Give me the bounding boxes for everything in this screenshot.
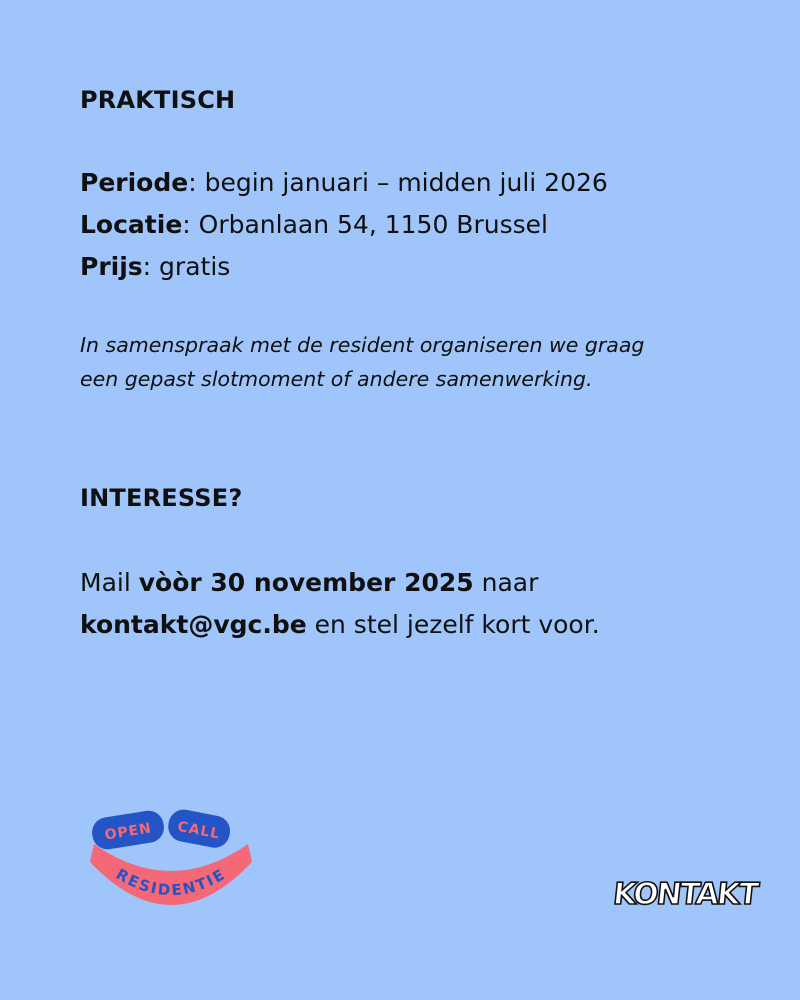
kontakt-logo (611, 868, 759, 918)
info-row-location (80, 204, 760, 246)
contact-text (80, 562, 780, 646)
interest-heading: INTERESSE? (80, 484, 243, 512)
kontakt-logo-text: KONTAKT (611, 877, 759, 912)
location-value: Orbanlaan 54, 1150 Brussel (198, 210, 548, 239)
badge-residentie-textpath: RESIDENTIE (112, 864, 230, 900)
deadline-text: vòòr 30 november 2025 (138, 568, 474, 597)
practical-heading: PRAKTISCH (80, 86, 236, 114)
email-link[interactable]: kontakt@vgc.be (80, 610, 307, 639)
badge-open-pill (90, 809, 166, 852)
practical-info-list (80, 162, 760, 288)
note-line-2: een gepast slotmoment of andere samenwerking. (80, 367, 593, 391)
location-separator: : (182, 210, 199, 239)
info-row-period (80, 162, 760, 204)
price-separator: : (142, 252, 160, 281)
badge-call-text: CALL (176, 818, 222, 843)
price-label: Prijs (80, 252, 143, 281)
collaboration-note (80, 328, 760, 396)
badge-call-pill (166, 807, 233, 850)
location-label: Locatie (80, 210, 183, 239)
open-call-residentie-badge (86, 800, 256, 930)
period-label: Periode (80, 168, 189, 197)
note-line-1: In samenspraak met de resident organiseren we graag (80, 333, 645, 357)
badge-open-text: OPEN (103, 820, 153, 844)
price-value: gratis (159, 252, 231, 281)
period-value: begin januari – midden juli 2026 (204, 168, 608, 197)
info-row-price (80, 246, 760, 288)
period-separator: : (188, 168, 205, 197)
contact-suffix: naar (473, 568, 539, 597)
contact-prefix: Mail (80, 568, 139, 597)
contact-closing: en stel jezelf kort voor. (306, 610, 600, 639)
